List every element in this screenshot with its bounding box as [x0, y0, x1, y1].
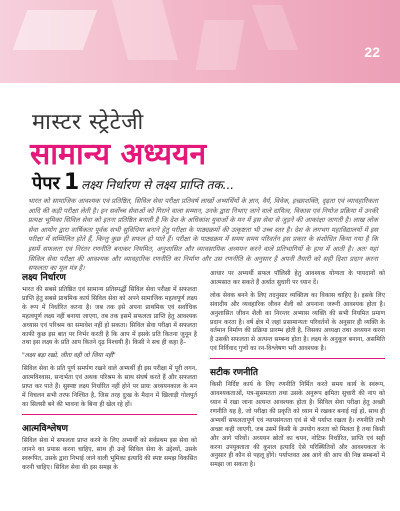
right-column [210, 270, 385, 474]
banner-decoration [112, 0, 178, 60]
divider [210, 358, 385, 359]
paragraph: सिविल सेवा में सफलता प्राप्त करने के लिए अभ्यर्थी को सर्वप्रथम इस सेवा को जानने का प्रयास करना चाहिए, साथ ही उन्हें सिविल सेवा के उद्देश्यों, उसके स्वरूपित, उसके द्वारा निभाई जाने वाली भूमिका इत्यादि की स्पष्ट समझ विकसित करनी चाहिए। सिविल सेवा की इस समझ के [22, 436, 197, 471]
paragraph: भारत की सबसे प्रतिष्ठित एवं सामान्य प्रतिस्पर्द्धी सिविल सेवा परीक्षा में सफलता प्राप्ति हेतु सबसे प्राथमिक कार्य सिविल सेवा को अपने सामाजिक महत्वपूर्ण लक्ष्य के रूप में निर्धारित करना है। जब तक इसे अपना प्राथमिक एवं सर्वाधिक महत्वपूर्ण लक्ष्य नहीं बनाया जाएगा, तब तक इसमें सफलता प्राप्ति हेतु आवश्यक अध्यास एवं परिश्रम का समावेश नहीं हो सकता। सिविल सेवा परीक्षा में सफलता काफी कुछ इस बात पर निर्भर करती है कि आप में इसके प्रति कितना जुनून है तथा इस लक्ष्य के प्रति आप कितने दृढ़ निश्चयी हैं। किसी ने सच ही कहा है– [22, 286, 197, 347]
paragraph: लोक सेवक बनने के लिए तदनुसार व्यक्तित्व का विकास चाहिए है। इसके लिए संवादीय और व्यवहारिक जीवन शैली को अपनाना जरूरी आवश्यक होता है। अनुशासित जीवन शैली का निरन्तर अभ्यास व्यक्ति की सभी नियमित प्रमाण प्रदान करता है। वर्ष क्षेत्र में जहां प्रसामान्यतः परिवर्तनों के अनुसार ही व्यक्ति के वर्तमान निर्माण की प्रक्रिया प्रारम्भ होती है, जिसका अध्यक्षा तथा अध्ययन करना है उसकी सफलता से अत्यन्त सम्बन्ध होता है। लक्ष्य के अनुकूल बनाना, असमिति एवं निर्विवाद गुणों का रन-विश्लेषण भरी आवश्यक है। [210, 291, 385, 353]
paragraph: सिविल सेवा के प्रति पूर्ण समर्पण रखने वाले अभ्यर्थी ही इस परीक्षा में पूरी लगन, आत्मविश्वास, सन्दर्भता एवं अथक परिश्रम के साथ संघर्ष करते हैं और सफलता प्राप्त कर पाते हैं। सुस्पष्ट लक्ष्य निर्धारित नहीं होने पर प्रायः अध्ययनकाल के मन में विचलन सभी तरफ निश्चित है, जिस तरह दुःख के मैदान में खिलाड़ी गोलपूर्त का सिलसी बने की भावना के बिना ही खेल रहे हों। [22, 365, 197, 408]
banner-decoration [196, 20, 245, 70]
heading-accurate-strategy: सटीक रणनीति [210, 368, 258, 379]
title-paper [32, 170, 234, 195]
paper-number: 1 [63, 170, 80, 195]
banner-decoration [13, 10, 98, 50]
paper-label: पेपर [32, 173, 60, 194]
intro-paragraph: भारत को सामाजिक आवश्यक एवं प्रतिष्ठित, सिविल सेवा परीक्षा प्रतिवर्ष लाखों अभ्यर्थियों के ज्ञान, वैर्य, विवेक, इच्छाशक्ति, दृढ़ता एवं व्यावहारिकता आदि की कड़ी परीक्षा लेती है। इन सर्वोच्च सेवाओं को गिराने वाला सम्मान, उनके द्वारा निभाए जाने वाले दायित्व, विकास एवं नियोज प्रक्रिया में उनकी प्रत्यक्ष भूमिका सिविल सेवा को इतना प्रतिष्ठित बनाती है कि देश के अधिकांश युवाओं के मन में इस सेवा से जुड़ने की आकांक्षा जागती है। लाख लोक सेवा आयोग द्वारा वार्षिकता पूर्वक सभी सुविधिया बनाने हेतु परीक्षा के पाठ्यक्रमों की उत्कृष्टता भी उच्च स्तर है। देश के लगभग महाविद्यालयों में इस परीक्षा में सम्मिलित होते हैं, किन्तु कुछ ही सफल हो पाते हैं। परीक्षा के पाठ्यक्रम में समय समय परिवर्तन इस प्रकार के संशोधित किया गया है कि इसमें सफलता एवं निरंतर रणनीति बनाकर नियमित, अनुशासित और व्यावसायिक अध्ययन करने वाले प्रतिभागियों के हाथ में आती है। अतः यहां सिविल सेवा परीक्षा की आवश्यक और व्यावहारिक रणनीति का निर्माण और उस रणनीति के अनुसार है अपनी तैयारी को सही दिशा प्रदान करना सफलता का मूल मंत्र है। [28, 197, 378, 273]
title-general-studies: सामान्य अध्ययन [30, 137, 207, 172]
heading-self-analysis: आत्मविश्लेषण [22, 423, 68, 434]
paragraph: आधार पर अभ्यर्थी सफल पॉलिसी हेतु आवश्यक योग्यता के पायदानों को आत्मसात कर सकते हैं अर्थात सुधारी पर ध्यान दें। [210, 270, 385, 286]
page-number: 22 [364, 44, 380, 60]
title-master-strategy: मास्टर स्ट्रेटेजी [32, 110, 144, 135]
header-banner [0, 0, 400, 83]
left-column [22, 270, 197, 476]
banner-decoration [252, 5, 298, 50]
paragraph: किसी निर्दिष्ट कार्य के लिए रणनीति निर्मित करते समय कार्य के स्वरूप, आवश्यकताओं, यत्र-सुसमतता तथा उसके अनुरूप क्षमिता सुचारी की नाप को ध्यान में रखा जाना अत्यन्त आवश्यक होता है। सिविल सेवा परीक्षा हेतु अच्छी रणनीति यह है, जो परीक्षा की प्रकृति को ध्यान में रखकर बनाई गई हो, साथ ही अभ्यर्थी सफलतापूर्ण एवं न्यायसंगतता एवं से भी पर्याप्त रखता है। रणनीति तभी अच्छा कही जाएगी, जब उसमें किसी के उपयोग करता को मिलता है तथा किसी और आगे परियों। अध्ययन स्रोतों का चयन, नोटिफ़ निर्धारित, प्राप्ति एवं सही करना उपयुक्ताता की कुशल इत्यादि ऐसे परिस्थितियों और आवश्यकता के अनुसार ही कौन से पहलू होंगे। पर्याप्तवत अब आगे की आप की निन्न सम्बन्धों में समझा जा सकता है। [210, 381, 385, 469]
quote: "लक्ष्य बड़ा रखो, जीता वही जो जिया नहीं" [22, 352, 116, 360]
divider [22, 414, 197, 415]
heading-goal-setting: लक्ष्य निर्धारण [22, 273, 66, 283]
title-subtitle: लक्ष्य निर्धारण से लक्ष्य प्राप्ति तक... [81, 178, 235, 192]
